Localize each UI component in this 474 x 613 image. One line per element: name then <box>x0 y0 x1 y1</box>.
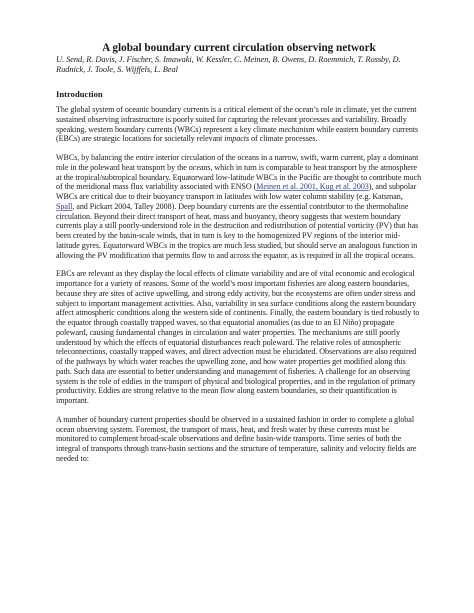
p1-emphasis-impacts: impacts <box>224 134 250 144</box>
p2-text-c: , and Pickart 2004, Talley 2008). Deep boundary currents are the essential contributor to the thermohaline circulation. Beyond their direct transport of heat, mass and buoyancy, theory suggests that western boundary currents play a still poorly-understood role in the destruction and redistribution of potential vorticity (PV) that has been created by the basin-scale winds, that in turn is key to the homogenized PV regions of the interior mid-latitude gyres. Equatorward WBCs in the tropics are much less studied, but should serve an analogous function in allowing the PV modification that permits flow to and across the equator, as is required in all the tropical oceans. <box>56 201 419 260</box>
paragraph-1 <box>56 105 422 144</box>
paragraph-4: A number of boundary current properties should be observed in a sustained fashion in order to complete a global ocean observing system. Foremost, the transport of mass, heat, and fresh water by these currents must be monitored to complement broad-scale observations and define basin-wide transports. Time series of both the integral of transports through trans-basin sections and the structure of temperature, salinity and velocity fields are needed to: <box>56 414 417 463</box>
p2-text-b: ), and subpolar WBCs are critical due to their buoyancy transport in latitudes with low water column stability (e.g. Katsman, <box>56 182 417 201</box>
paper-title: A global boundary current circulation observing network <box>102 42 376 54</box>
p1-text-b: while eastern boundary currents (EBCs) are strategic locations for societally relevant <box>56 124 419 144</box>
section-heading-introduction: Introduction <box>56 89 103 99</box>
p1-text-a: The global system of oceanic boundary currents is a critical element of the ocean’s role in climate, yet the current sustained observing infrastructure is poorly suited for capturing the relevant processes and variability. Broadly speaking, western boundary currents (WBCs) represent a key climate <box>56 105 417 134</box>
p2-text-a: WBCs, by balancing the entire interior circulation of the oceans in a narrow, swift, warm current, play a dominant role in the poleward heat transport by the oceans, which in turn is comparable to heat transport by the atmosphere at the tropical/subtropical boundary. Equatorward low-latitude WBCs in the Pacific are thought to contribute much of the meridional mass flux variability associated with ENSO ( <box>56 153 422 192</box>
paper-page <box>56 42 422 464</box>
paragraph-3: EBCs are relevant as they display the local effects of climate variability and are of vital economic and ecological importance for a variety of reasons. Some of the world’s most important fisheries are along eastern boundaries, because they are sites of active upwelling, and strong eddy activity, but the ecosystems are often under stress and subject to important management activities. Also, variability in sea surface conditions along the eastern boundary affect atmospheric conditions along the western side of continents. Finally, the eastern boundary is tied robustly to the equator through coastally trapped waves, so that equatorial anomalies (as due to an El Niño) propagate poleward, causing fundamental changes in circulation and water properties. The mechanisms are still poorly understood by which the effects of equatorial disturbances reach poleward. The relative roles of atmospheric teleconnections, coastally trapped waves, and direct advection must be elucidated. Observations are also required of the pathways by which water reaches the upwelling zone, and how water properties get modified along this path. Such data are essential to better understanding and management of fisheries. A challenge for an observing system is the role of eddies in the transport of physical and biological properties, and in the regulation of primary productivity. Eddies are strong relative to the mean flow along eastern boundaries, so their quantification is important. <box>56 269 420 405</box>
p1-emphasis-mechanism: mechanism <box>278 124 315 134</box>
citation-link-meinen-kug[interactable]: Meinen et al. 2001, Kug et al. 2003 <box>256 182 369 192</box>
paragraph-2 <box>56 153 422 260</box>
p1-text-c: of climate processes. <box>249 134 318 144</box>
author-list: U. Send, R. Davis, J. Fischer, S. Imawaki, W. Kessler, C. Meinen, B. Owens, D. Roemmich, T. Rossby, D. Rudnick, J. Toole, S. Wijffels, L. Beal <box>56 55 401 74</box>
citation-link-spall[interactable]: Spall <box>56 201 73 211</box>
